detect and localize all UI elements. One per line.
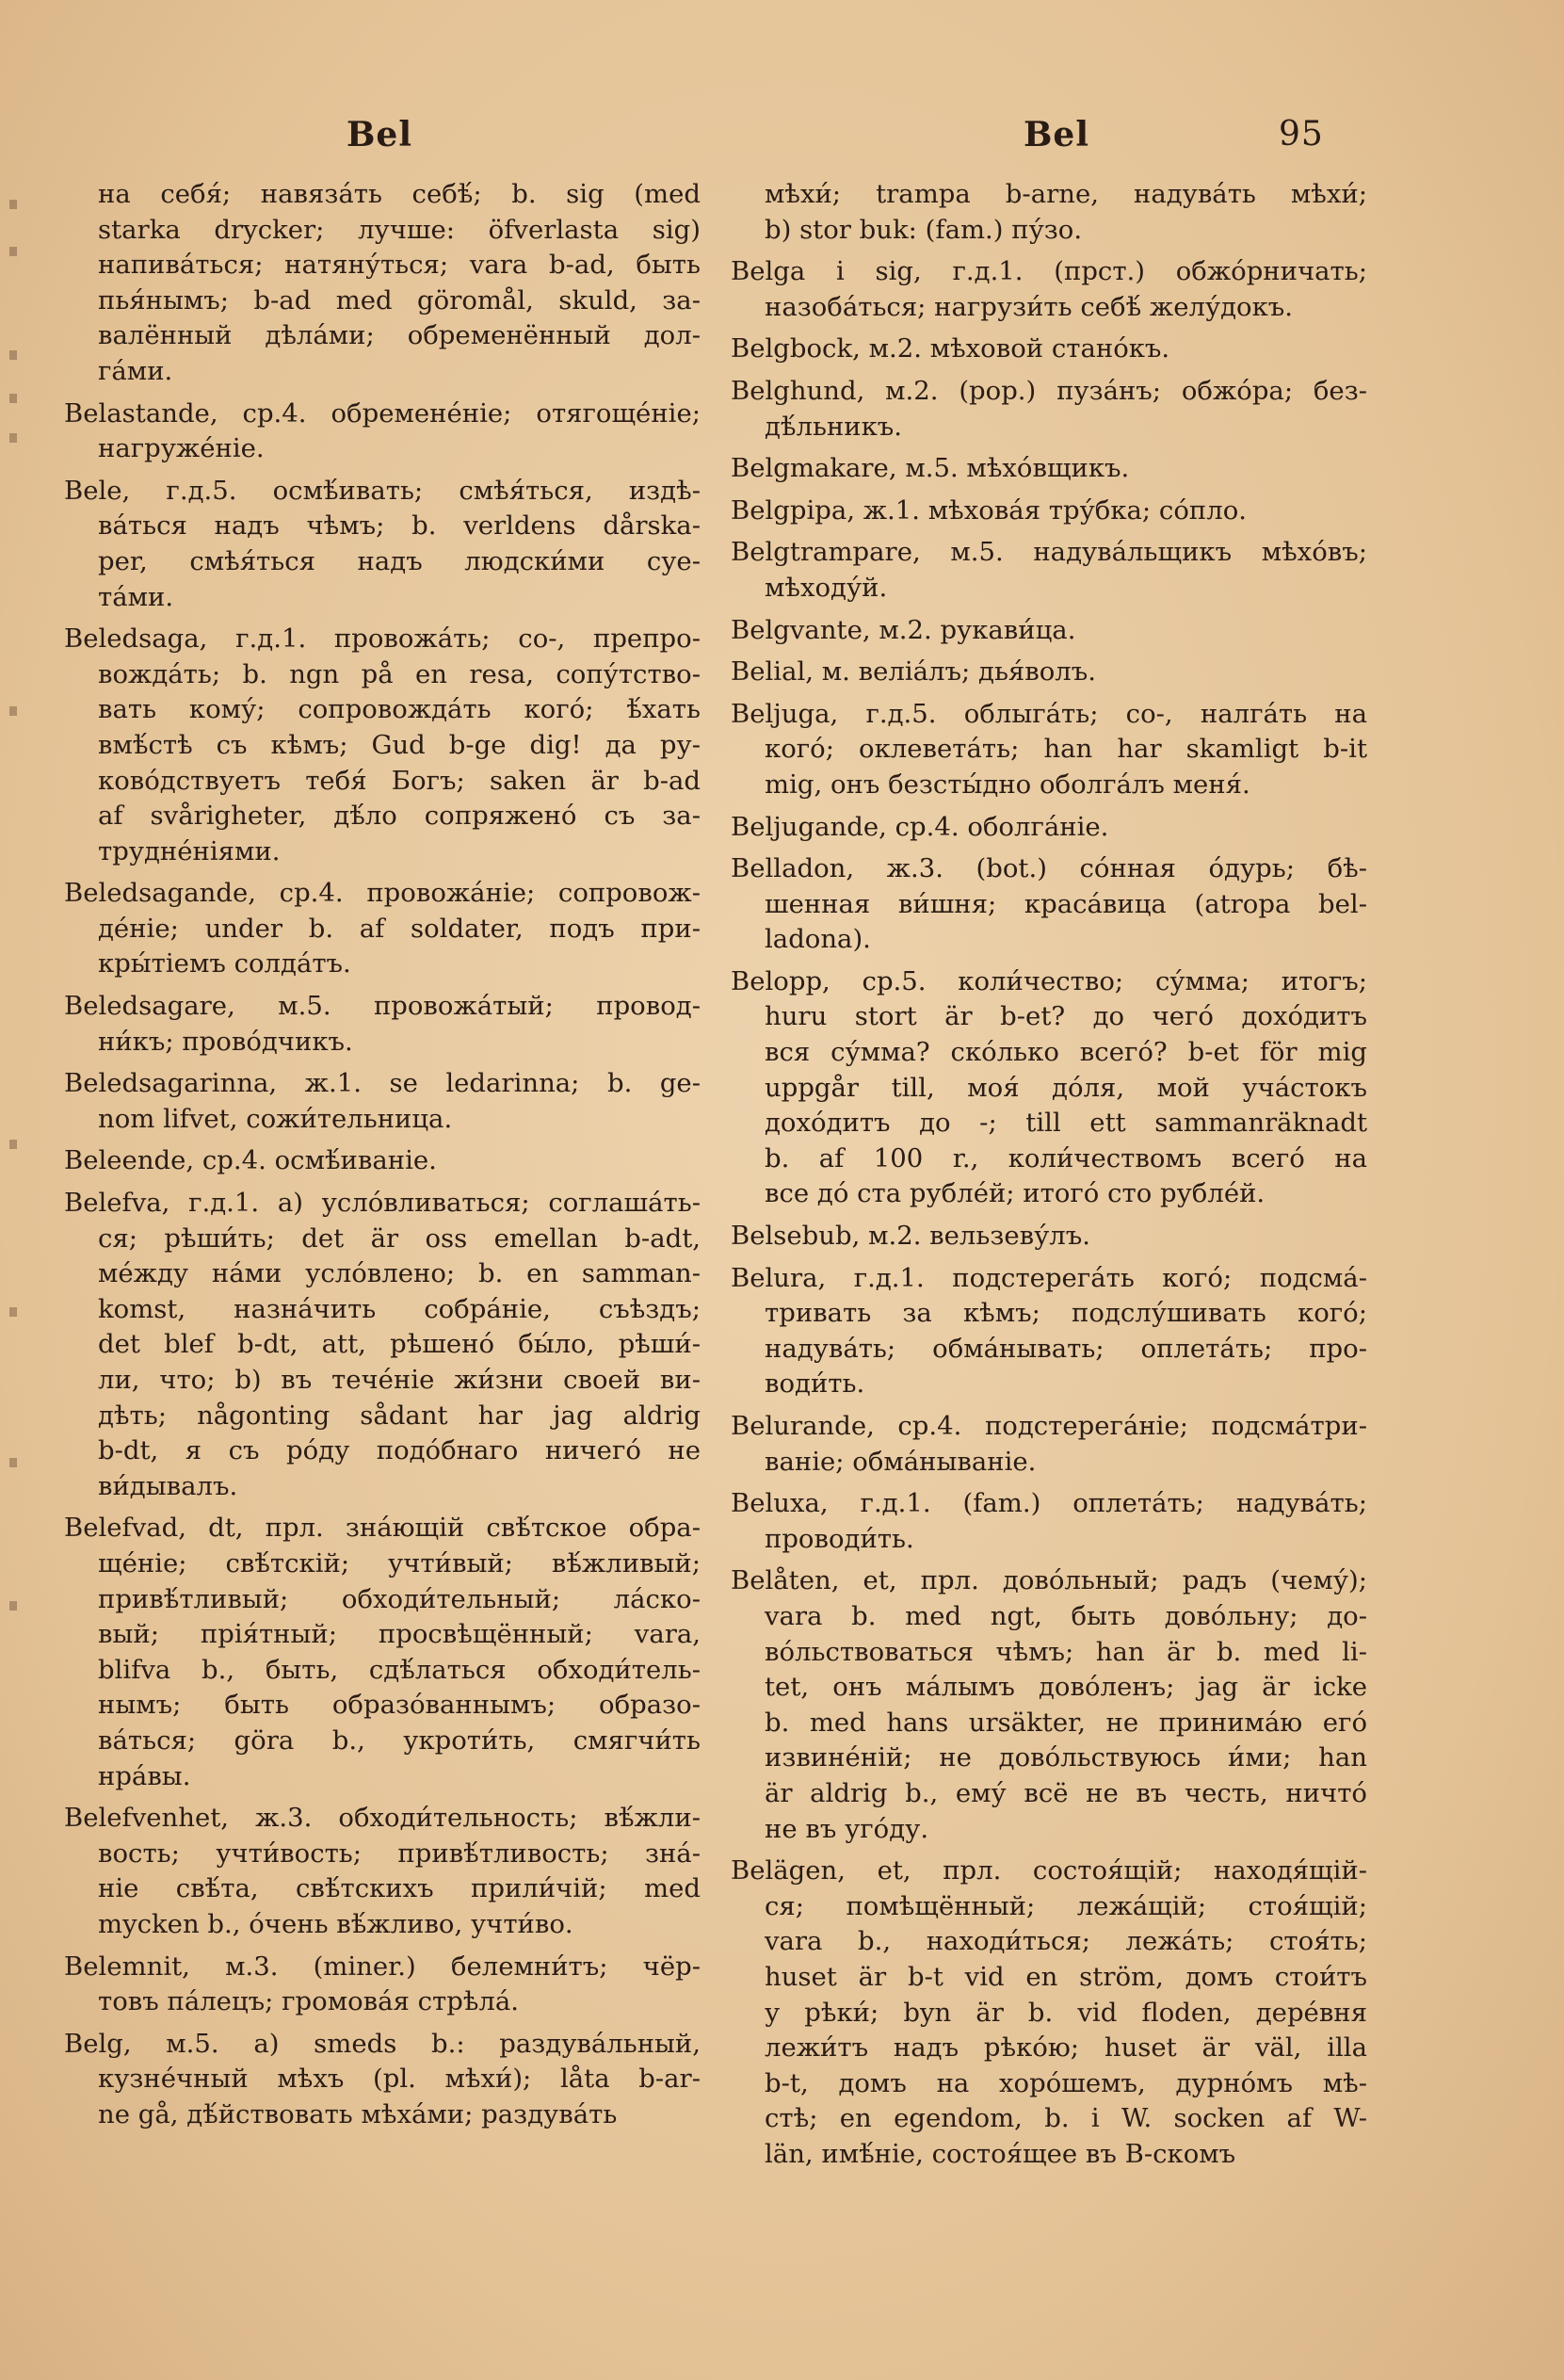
dictionary-entry — [731, 810, 1367, 846]
entry-line: b) stor buk: (fam.) пу́зо. — [765, 214, 1083, 245]
entry-line: Beledsaga, г.д.1. провожа́ть; со-, препро- — [64, 623, 701, 655]
entry-line: мѣходу́й. — [765, 572, 888, 603]
header-guide-word-right: Bel — [1024, 115, 1090, 154]
entry-line: Beljugande, ср.4. оболга́ніе. — [731, 811, 1109, 842]
dictionary-entry — [64, 1801, 701, 1942]
entry-line: ся; рѣши́ть; det är oss emellan b-adt, — [98, 1222, 701, 1254]
entry-line: га́ми. — [98, 355, 173, 386]
entry-line: во́льствоваться чѣмъ; han är b. med li- — [765, 1636, 1367, 1667]
entry-line: пья́нымъ; b-ad med göromål, skuld, за- — [98, 284, 701, 316]
entry-line: де́ніе; under b. af soldater, подъ при- — [98, 913, 701, 944]
entry-line: b-t, домъ на хоро́шемъ, дурно́мъ мѣ- — [765, 2067, 1367, 2098]
entry-line: дѣ́льникъ. — [765, 411, 903, 442]
entry-line: Belåten, et, прл. дово́льный; радъ (чему́); — [731, 1565, 1367, 1596]
dictionary-entry — [731, 374, 1367, 445]
entry-line: ваніе; обма́нываніе. — [765, 1446, 1037, 1477]
entry-line: blifva b., быть, сдѣ́латься обходи́тель- — [98, 1654, 701, 1685]
dictionary-entry — [64, 474, 701, 615]
entry-line: ме́жду на́ми усло́влено; b. en samman- — [98, 1258, 701, 1289]
entry-line: извине́ній; не дово́льствуюсь и́ми; han — [765, 1742, 1367, 1773]
entry-line: Belsebub, м.2. вельзеву́лъ. — [731, 1221, 1091, 1252]
entry-line: ково́дствуетъ тебя́ Богъ; saken är b-ad — [98, 765, 701, 796]
entry-line: b. med hans ursäkter, не принима́ю его́ — [765, 1707, 1367, 1738]
entry-line: Beluxa, г.д.1. (fam.) оплета́ть; надува́ть; — [731, 1488, 1367, 1519]
entry-line: Belgpipa, ж.1. мѣхова́я тру́бка; со́пло. — [731, 494, 1247, 526]
entry-line: проводи́ть. — [765, 1523, 914, 1554]
entry-line: нымъ; быть образо́ваннымъ; образо- — [98, 1690, 701, 1721]
entry-line: вожда́ть; b. ngn på en resa, сопу́тство- — [98, 658, 701, 689]
dictionary-entry — [64, 1511, 701, 1794]
entry-line: vara b., находи́ться; лежа́ть; стоя́ть; — [765, 1926, 1367, 1957]
entry-line: дохо́дитъ до -; till ett sammanräknadt — [765, 1108, 1367, 1139]
entry-line: кры́тіемъ солда́тъ. — [98, 948, 351, 980]
entry-line: Bele, г.д.5. осмѣ́ивать; смѣя́ться, издѣ- — [64, 475, 701, 506]
entry-line: tet, онъ ма́лымъ дово́ленъ; jag är icke — [765, 1672, 1367, 1703]
entry-line: Belgvante, м.2. рукави́ца. — [731, 614, 1076, 645]
entry-line: uppgår till, моя́ до́ля, мой уча́стокъ — [765, 1072, 1367, 1103]
entry-line: дѣть; någonting sådant har jag aldrig — [98, 1400, 701, 1431]
dictionary-entry — [731, 697, 1367, 803]
entry-line: Belastande, ср.4. обремене́ніе; отягоще́ніе; — [64, 397, 701, 429]
dictionary-entry — [731, 494, 1367, 529]
entry-line: Belgmakare, м.5. мѣхо́вщикъ. — [731, 453, 1130, 484]
dictionary-entry — [64, 1950, 701, 2020]
entry-line: ще́ніе; свѣ́тскій; учти́вый; вѣ́жливый; — [98, 1547, 701, 1579]
entry-line: Beledsagande, ср.4. провожа́ніе; сопровож- — [64, 878, 701, 909]
entry-line: вся су́мма? ско́лько всего́? b-et för mig — [765, 1037, 1367, 1068]
entry-line: шенная ви́шня; краса́вица (atropa bel- — [765, 888, 1367, 919]
entry-line: Belg, м.5. a) smeds b.: раздува́льный, — [64, 2028, 701, 2059]
entry-line: Belgtrampare, м.5. надува́льщикъ мѣхо́въ; — [731, 537, 1367, 568]
dictionary-entry — [731, 655, 1367, 690]
entry-line: лежи́тъ надъ рѣко́ю; huset är väl, illa — [765, 2032, 1367, 2064]
dictionary-entry — [731, 451, 1367, 487]
dictionary-entry — [64, 1186, 701, 1504]
entry-line: Belgbock, м.2. мѣховой стано́къ. — [731, 333, 1170, 364]
entry-line: huset är b-t vid en ström, домъ стои́тъ — [765, 1961, 1367, 1992]
entry-line: все до́ ста рубле́й; итого́ сто рубле́й. — [765, 1178, 1266, 1209]
dictionary-entry — [731, 1409, 1367, 1480]
entry-line: вать кому́; сопровожда́ть кого́; ѣ́хать — [98, 694, 701, 725]
entry-line: у рѣки́; byn är b. vid floden, дере́вня — [765, 1997, 1367, 2028]
entry-line: b-dt, я съ ро́ду подо́бнаго ничего́ не — [98, 1435, 701, 1466]
dictionary-entry — [64, 989, 701, 1060]
entry-line: är aldrig b., ему́ всё не въ честь, ничто́ — [765, 1777, 1367, 1808]
entry-line: huru stort är b-et? до чего́ дохо́дитъ — [765, 1001, 1367, 1032]
entry-line: ladona). — [765, 924, 871, 955]
entry-line: Belurande, ср.4. подстерега́ніе; подсма́три- — [731, 1411, 1367, 1441]
entry-line: привѣ́тливый; обходи́тельный; ла́ско- — [98, 1583, 701, 1614]
entry-line: Beljuga, г.д.5. облыга́ть; со-, налга́ть на — [731, 698, 1367, 729]
dictionary-entry — [731, 1261, 1367, 1402]
entry-line: стѣ; en egendom, b. i W. socken af W- — [765, 2103, 1367, 2134]
dictionary-entry — [731, 1486, 1367, 1557]
dictionary-entry — [64, 2027, 701, 2133]
page-header — [0, 111, 1564, 168]
entry-line: води́ть. — [765, 1368, 865, 1400]
entry-line: Beledsagare, м.5. провожа́тый; провод- — [64, 991, 701, 1022]
entry-line: Beledsagarinna, ж.1. se ledarinna; b. ge- — [64, 1068, 701, 1099]
entry-line: vara b. med ngt, быть дово́льну; до- — [765, 1600, 1367, 1631]
entry-line: det blef b-dt, att, рѣшено́ бы́ло, рѣши́- — [98, 1329, 701, 1360]
entry-line: starka drycker; лучше: öfverlasta sig) — [98, 214, 701, 245]
entry-line: вость; учти́вость; привѣ́тливость; зна́- — [98, 1838, 701, 1869]
entry-line: не въ уго́ду. — [765, 1813, 929, 1844]
entry-line: Belladon, ж.3. (bot.) со́нная о́дурь; бѣ- — [731, 853, 1367, 884]
entry-line: nom lifvet, сожи́тельница. — [98, 1103, 453, 1134]
right-column — [731, 177, 1367, 2172]
dictionary-entry — [731, 254, 1367, 325]
entry-line: тривать за кѣмъ; подслу́шивать кого́; — [765, 1298, 1367, 1329]
dictionary-entry — [64, 177, 701, 390]
dictionary-entry — [731, 177, 1367, 248]
entry-line: ни́къ; прово́дчикъ. — [98, 1026, 353, 1057]
entry-line: mycken b., о́чень вѣ́жливо, учти́во. — [98, 1908, 573, 1939]
entry-line: Belopp, ср.5. коли́чество; су́мма; итогъ; — [731, 965, 1367, 996]
entry-line: per, смѣя́ться надъ людски́ми суе- — [98, 545, 701, 576]
dictionary-entry — [731, 1563, 1367, 1847]
left-column — [64, 177, 701, 2132]
dictionary-entry — [64, 1066, 701, 1137]
entry-line: валённый дѣла́ми; обременённый дол- — [98, 320, 701, 351]
dictionary-entry — [731, 964, 1367, 1212]
entry-line: Belura, г.д.1. подстерега́ть кого́; подсма́- — [731, 1262, 1367, 1293]
dictionary-entry — [731, 332, 1367, 367]
dictionary-entry — [731, 1219, 1367, 1255]
entry-line: mig, онъ безсты́дно оболга́лъ меня́. — [765, 769, 1250, 800]
entry-line: Belefva, г.д.1. a) усло́вливаться; соглаша́ть- — [64, 1188, 701, 1219]
dictionary-entry — [64, 397, 701, 467]
entry-line: надува́ть; обма́нывать; оплета́ть; про- — [765, 1333, 1367, 1364]
entry-line: ніе свѣ́та, свѣ́тскихъ прили́чій; med — [98, 1873, 701, 1904]
entry-line: товъ па́лецъ; громова́я стрѣла́. — [98, 1986, 520, 2017]
entry-line: Belga i sig, г.д.1. (прст.) обжо́рничать; — [731, 256, 1367, 287]
dictionary-entry — [731, 1854, 1367, 2172]
entry-line: вмѣ́стѣ съ кѣмъ; Gud b-ge dig! да ру- — [98, 729, 701, 760]
entry-line: назоба́ться; нагрузи́ть себѣ́ желу́докъ. — [765, 291, 1294, 322]
entry-line: Belghund, м.2. (рор.) пуза́нъ; обжо́ра; без- — [731, 375, 1367, 406]
entry-line: län, имѣ́ніе, состоя́щее въ В-скомъ — [765, 2138, 1236, 2169]
entry-line: кого́; оклевета́ть; han har skamligt b-it — [765, 734, 1367, 765]
entry-line: мѣхи́; trampa b-arne, надува́ть мѣхи́; — [765, 179, 1367, 209]
entry-line: komst, назна́чить собра́ніе, съѣздъ; — [98, 1293, 701, 1324]
entry-line: нагруже́ніе. — [98, 433, 265, 464]
entry-line: Beleende, ср.4. осмѣ́иваніе. — [64, 1145, 437, 1176]
entry-line: нра́вы. — [98, 1760, 191, 1791]
entry-line: та́ми. — [98, 581, 174, 612]
page-number: 95 — [1279, 115, 1324, 154]
entry-line: ва́ться надъ чѣмъ; b. verldens dårska- — [98, 510, 701, 542]
entry-line: трудне́ніями. — [98, 835, 281, 866]
entry-line: ва́ться; göra b., укроти́ть, смягчи́ть — [98, 1724, 701, 1756]
entry-line: Belefvenhet, ж.3. обходи́тельность; вѣ́жли- — [64, 1803, 701, 1834]
entry-line: Belägen, et, прл. состоя́щій; находя́щій- — [731, 1855, 1367, 1886]
entry-line: af svårigheter, дѣ́ло сопряжено́ съ за- — [98, 801, 701, 832]
entry-line: кузне́чный мѣхъ (pl. мѣхи́); låta b-ar- — [98, 2064, 701, 2095]
entry-line: ли, что; b) въ тече́ніе жи́зни своей ви- — [98, 1365, 701, 1395]
entry-line: Belial, м. веліа́лъ; дья́волъ. — [731, 656, 1097, 688]
entry-line: на себя́; навяза́ть себѣ́; b. sig (med — [98, 179, 701, 209]
dictionary-entry — [731, 535, 1367, 606]
dictionary-entry — [731, 613, 1367, 649]
entry-line: Belemnit, м.3. (miner.) белемни́тъ; чёр- — [64, 1951, 701, 1982]
entry-line: Belefvad, dt, прл. зна́ющій свѣ́тское обра- — [64, 1513, 701, 1544]
entry-line: напива́ться; натяну́ться; vara b-ad, быть — [98, 250, 701, 281]
entry-line: ви́дывалъ. — [98, 1470, 238, 1501]
entry-line: ne gå, дѣ́йствовать мѣха́ми; раздува́ть — [98, 2098, 618, 2129]
entry-line: b. af 100 r., коли́чествомъ всего́ на — [765, 1142, 1367, 1174]
entry-line: вый; прія́тный; просвѣщённый; vara, — [98, 1619, 701, 1650]
entry-line: ся; помѣщённый; лежа́щій; стоя́щій; — [765, 1890, 1367, 1921]
header-guide-word-left: Bel — [347, 115, 413, 154]
dictionary-entry — [64, 1143, 701, 1179]
dictionary-entry — [64, 876, 701, 982]
dictionary-entry — [731, 851, 1367, 958]
dictionary-entry — [64, 622, 701, 869]
